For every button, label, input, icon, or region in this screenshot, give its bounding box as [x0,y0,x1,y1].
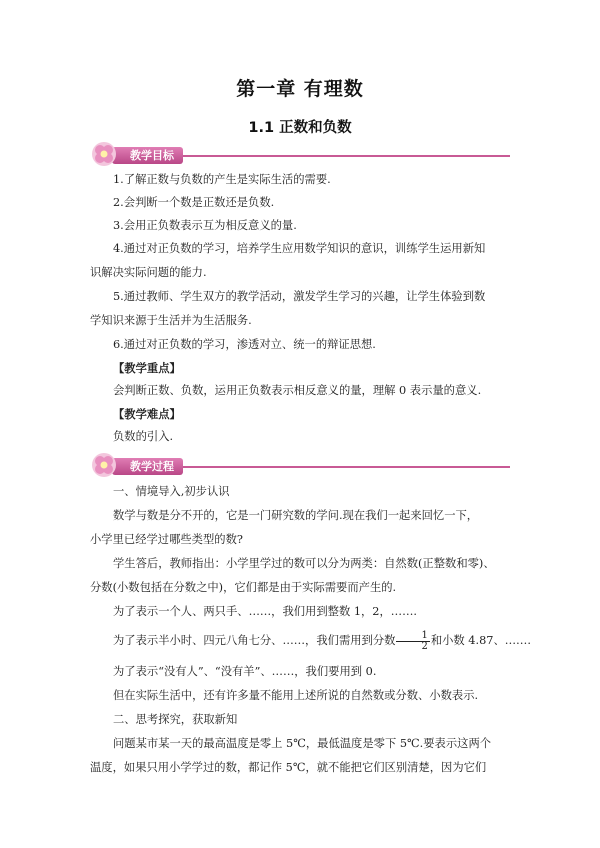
goal-item: 2.会判断一个数是正数还是负数. [113,196,275,209]
fraction-suffix: 和小数 4.87、……. [430,634,531,647]
goal-item: 5.通过教师、学生双方的教学活动，激发学生学习的兴趣，让学生体验到数 [113,290,486,303]
fraction-numerator: 1 [396,631,429,642]
difficulty-text: 负数的引入. [113,430,174,443]
teaching-goals-banner [90,146,510,168]
flower-icon [90,451,118,479]
step-title: 二、思考探究，获取新知 [113,713,238,726]
chapter-title: 第一章 有理数 [236,78,364,100]
banner-label: 教学目标 [112,147,183,164]
paragraph-line-fraction [90,629,531,652]
paragraph-line: 分数(小数包括在分数之中)，它们都是由于实际需要而产生的. [90,581,397,594]
paragraph-line: 学生答后，教师指出：小学里学过的数可以分为两类：自然数(正整数和零)、 [113,557,495,570]
key-point-label: 【教学重点】 [113,361,181,375]
goal-item: 3.会用正负数表示互为相反意义的量. [113,219,297,232]
fraction-one-half [396,631,429,652]
paragraph-line: 为了表示“没有人”、“没有羊”、……，我们要用到 0. [113,665,377,678]
goal-item: 学知识来源于生活并为生活服务. [90,314,252,327]
key-point-text: 会判断正数、负数，运用正负数表示相反意义的量，理解 0 表示量的意义. [113,384,482,397]
paragraph-line: 但在实际生活中，还有许多量不能用上述所说的自然数或分数、小数表示. [113,689,479,702]
paragraph-line: 数学与数是分不开的，它是一门研究数的学问.现在我们一起来回忆一下， [113,509,479,522]
fraction-prefix: 为了表示半小时、四元八角七分、……，我们需用到分数 [113,634,396,647]
flower-icon [90,140,118,168]
paragraph-line: 小学里已经学过哪些类型的数? [90,533,243,546]
teaching-process-banner [90,457,510,479]
section-title: 1.1 正数和负数 [248,120,352,136]
banner-label: 教学过程 [112,458,183,475]
step-title: 一、情境导入,初步认识 [113,485,230,498]
goal-item: 6.通过对正负数的学习，渗透对立、统一的辩证思想. [113,338,376,351]
fraction-denominator: 2 [421,640,428,652]
goal-item: 4.通过对正负数的学习，培养学生应用数学知识的意识，训练学生运用新知 [113,242,486,255]
goal-item: 识解决实际问题的能力. [90,266,207,279]
paragraph-line: 问题某市某一天的最高温度是零上 5℃，最低温度是零下 5℃.要表示这两个 [113,737,492,750]
paragraph-line: 为了表示一个人、两只手、……，我们用到整数 1，2，……. [113,605,417,618]
goal-item: 1.了解正数与负数的产生是实际生活的需要. [113,173,331,186]
difficulty-label: 【教学难点】 [113,407,181,421]
paragraph-line: 温度，如果只用小学学过的数，都记作 5℃，就不能把它们区别清楚，因为它们 [90,761,487,774]
